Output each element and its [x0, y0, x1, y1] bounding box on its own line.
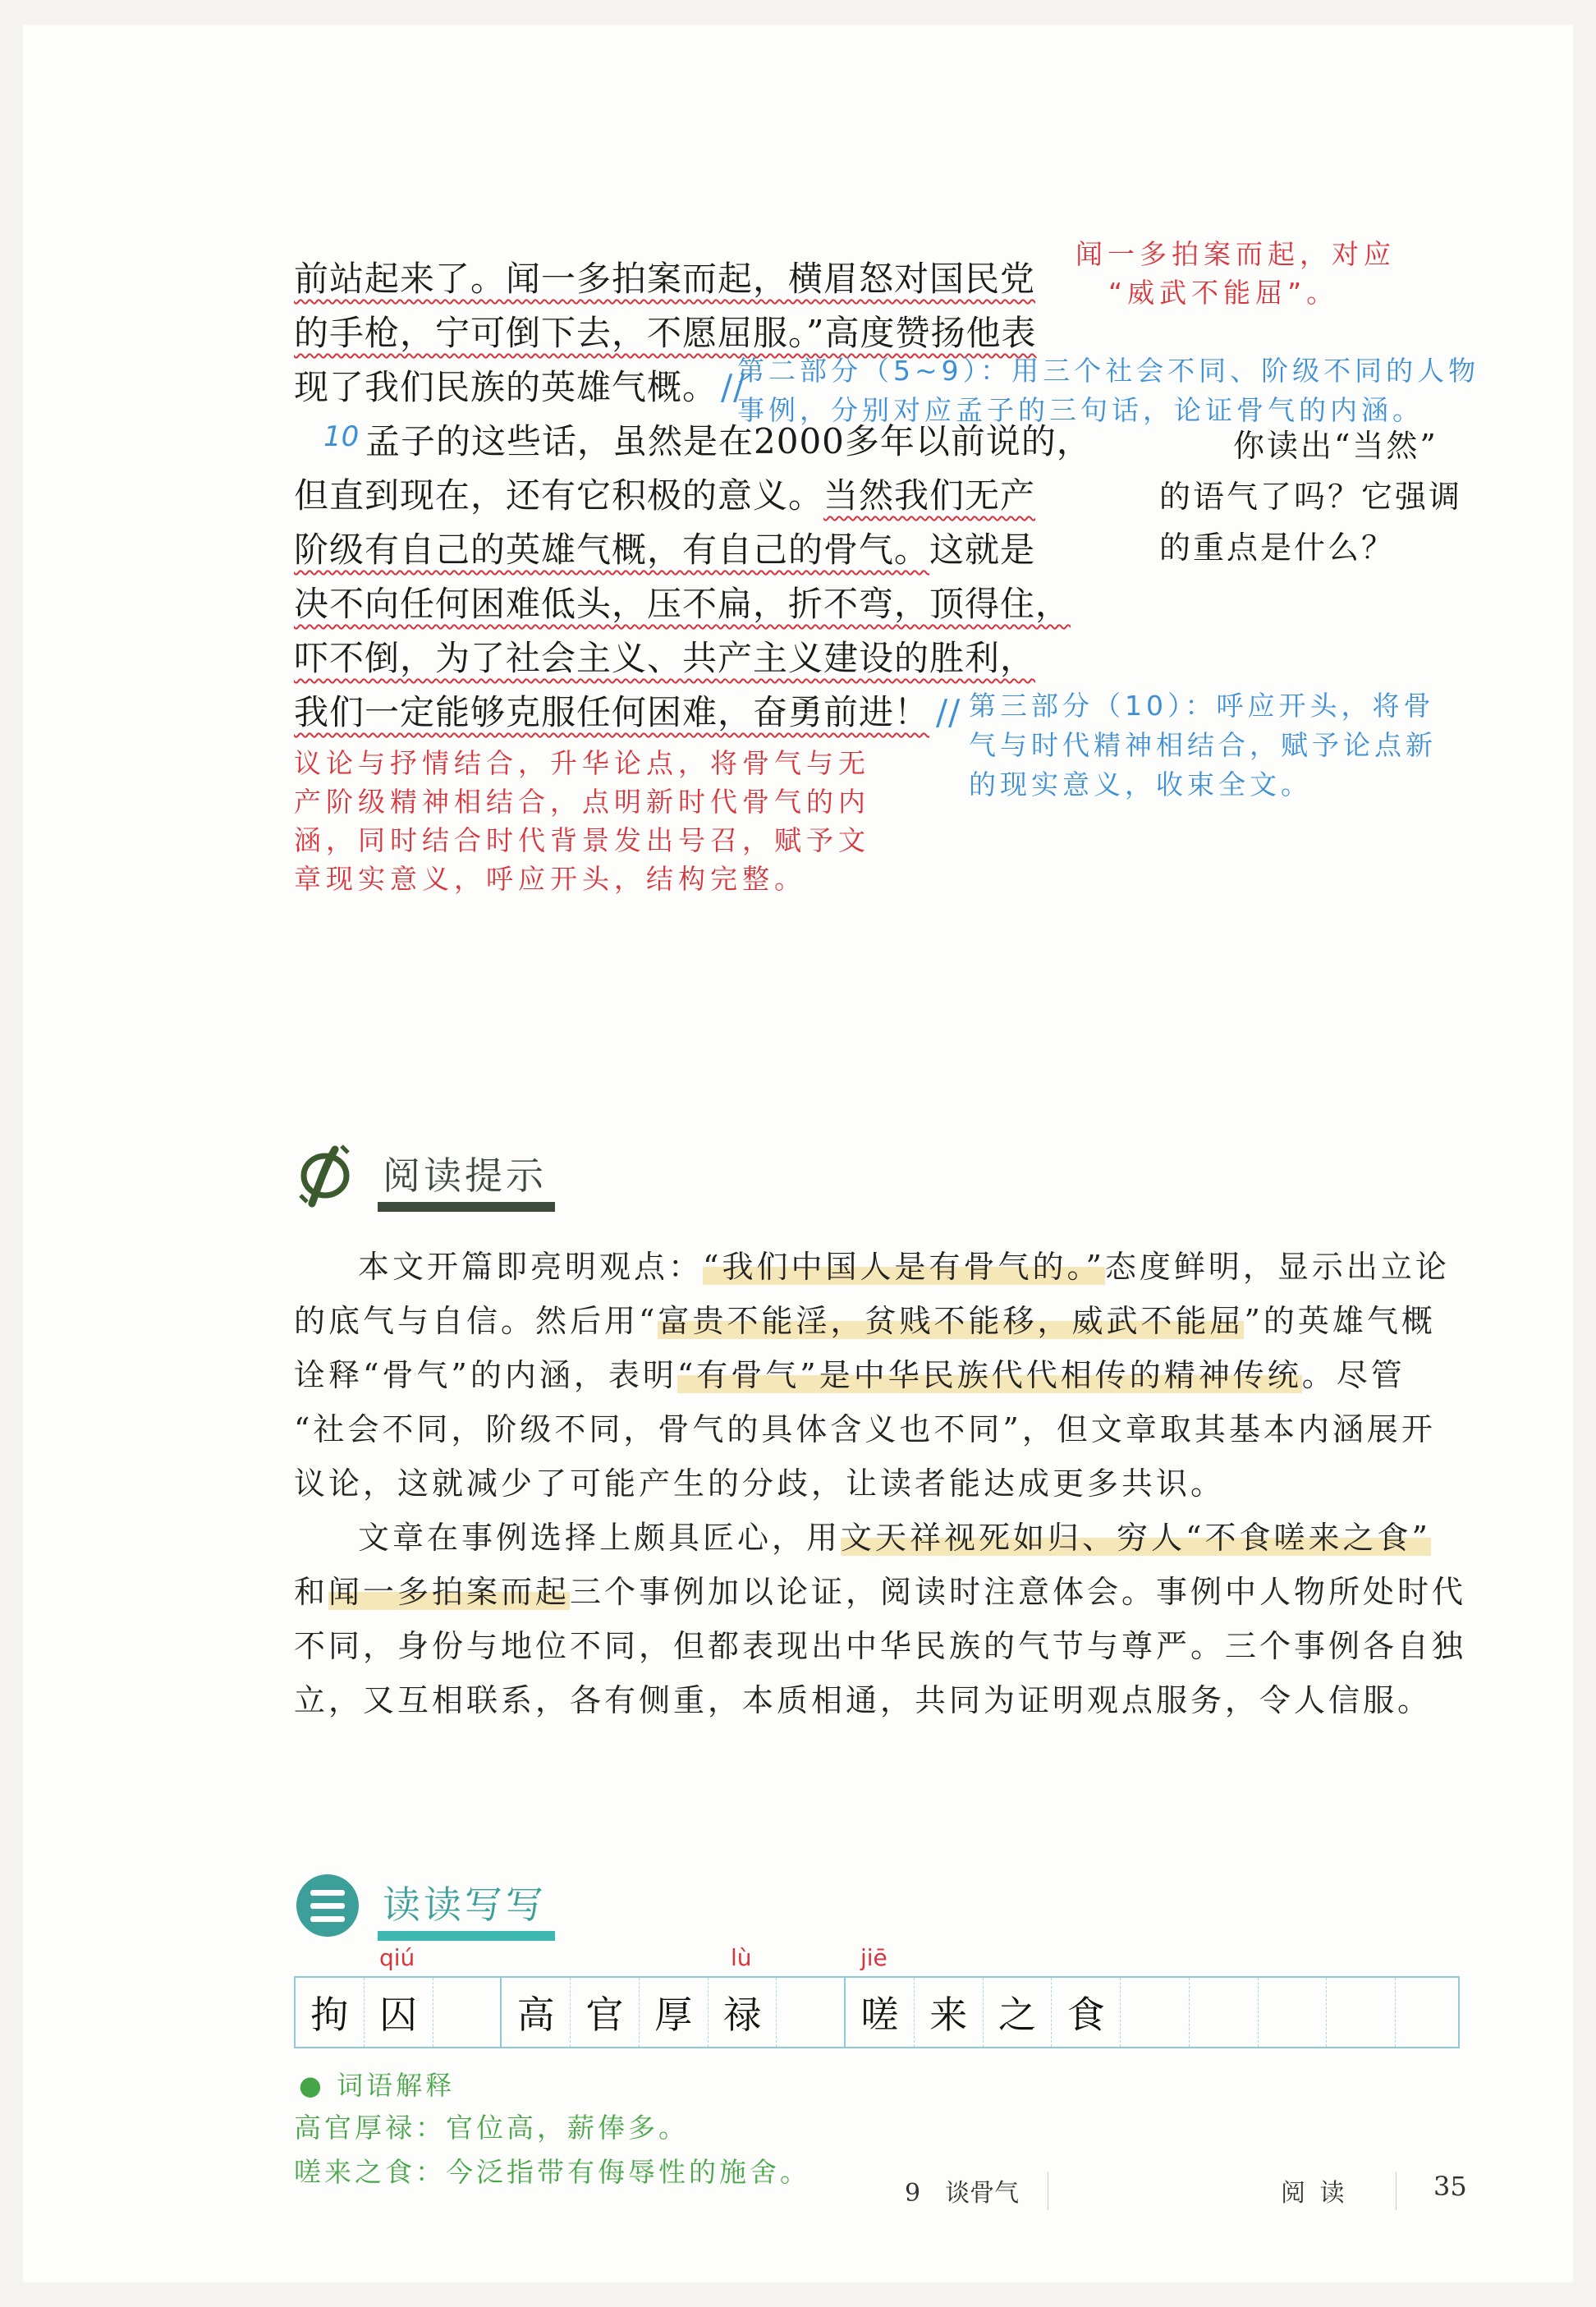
- grid-cell: 高: [502, 1978, 571, 2047]
- grid-cell: [433, 1978, 502, 2047]
- glossary-item: 嗟来之食：今泛指带有侮辱性的施舍。: [294, 2156, 810, 2188]
- text-line: 当然我们无产: [823, 475, 1036, 516]
- text-line: 吓不倒，为了社会主义、共产主义建设的胜利，: [294, 638, 1036, 678]
- grid-cell: 嗟: [846, 1978, 915, 2047]
- footer-lesson: 9 谈骨气: [905, 2179, 1020, 2208]
- grid-cell: 来: [915, 1978, 984, 2047]
- grid-cell: 禄: [709, 1978, 777, 2047]
- grid-cell: [1327, 1978, 1396, 2047]
- blue-annotation-part2: 第二部分（5~9）：用三个社会不同、阶级不同的人物 事例，分别对应孟子的三句话，论证骨气的内涵。: [737, 355, 1480, 426]
- text-line: 现了我们民族的英雄气概。: [294, 367, 718, 407]
- grid-cell: 官: [571, 1978, 640, 2047]
- grid-cell: 之: [984, 1978, 1053, 2047]
- glossary-item: 高官厚禄：官位高，薪俸多。: [294, 2112, 689, 2144]
- reading-tip-title: 阅读提示: [383, 1154, 547, 1198]
- grid-cell: 厚: [640, 1978, 709, 2047]
- grid-cell: [1396, 1978, 1458, 2047]
- title-underline: [378, 1202, 555, 1212]
- text-line: 前站起来了。闻一多拍案而起，横眉怒对国民党: [294, 259, 1036, 299]
- read-write-icon: [294, 1872, 361, 1939]
- grid-cell: 食: [1052, 1978, 1121, 2047]
- reading-tip-icon: [294, 1141, 361, 1209]
- side-question: 你读出“当然” 的语气了吗？它强调 的重点是什么？: [1159, 428, 1463, 566]
- text-line: 但直到现在，还有它积极的意义。: [294, 475, 824, 516]
- blue-annotation-part3: 第三部分（10）：呼应开头，将骨 气与时代精神相结合，赋予论点新 的现实意义，收束全文。: [969, 690, 1437, 800]
- pinyin-lu: lù: [731, 1944, 752, 1971]
- read-write-title: 读读写写: [383, 1883, 547, 1927]
- text-line: 的手枪，宁可倒下去，不愿屈服。”高度赞扬他表: [294, 313, 1037, 353]
- writing-grid: [294, 1976, 1460, 2048]
- text-line: 我们一定能够克服任何困难，奋勇前进！: [294, 692, 930, 732]
- pinyin-qiu: qiú: [379, 1944, 415, 1971]
- text-line: 决不向任何困难低头，压不扁，折不弯，顶得住，: [294, 584, 1071, 624]
- page-number: 35: [1433, 2171, 1467, 2202]
- text-line: 这就是: [929, 530, 1036, 570]
- paragraph-number: 10: [323, 420, 360, 453]
- title-underline: [378, 1931, 555, 1941]
- pinyin-jie: jiē: [860, 1944, 887, 1971]
- grid-cell: 拘: [296, 1978, 365, 2047]
- grid-cell: [1259, 1978, 1328, 2047]
- grid-cell: [1121, 1978, 1190, 2047]
- glossary-title: ● 词语解释: [299, 2070, 456, 2101]
- section-mark: //: [936, 692, 961, 732]
- grid-cell: [777, 1978, 846, 2047]
- red-annotation-top: 闻一多拍案而起，对应 “威武不能屈”。: [1075, 238, 1396, 309]
- text-line: 阶级有自己的英雄气概，有自己的骨气。: [294, 530, 930, 570]
- grid-cell: 囚: [365, 1978, 433, 2047]
- footer-section: 阅 读: [1281, 2179, 1348, 2208]
- section-mark: //: [721, 367, 746, 407]
- red-annotation-bottom: 议论与抒情结合，升华论点，将骨气与无 产阶级精神相结合，点明新时代骨气的内 涵，同时结合时代背景发出号召，赋予文 章现实意义，呼应开头，结构完整。: [294, 747, 870, 895]
- text-line: 孟子的这些话，虽然是在2000多年以前说的，: [365, 421, 1092, 461]
- grid-cell: [1190, 1978, 1259, 2047]
